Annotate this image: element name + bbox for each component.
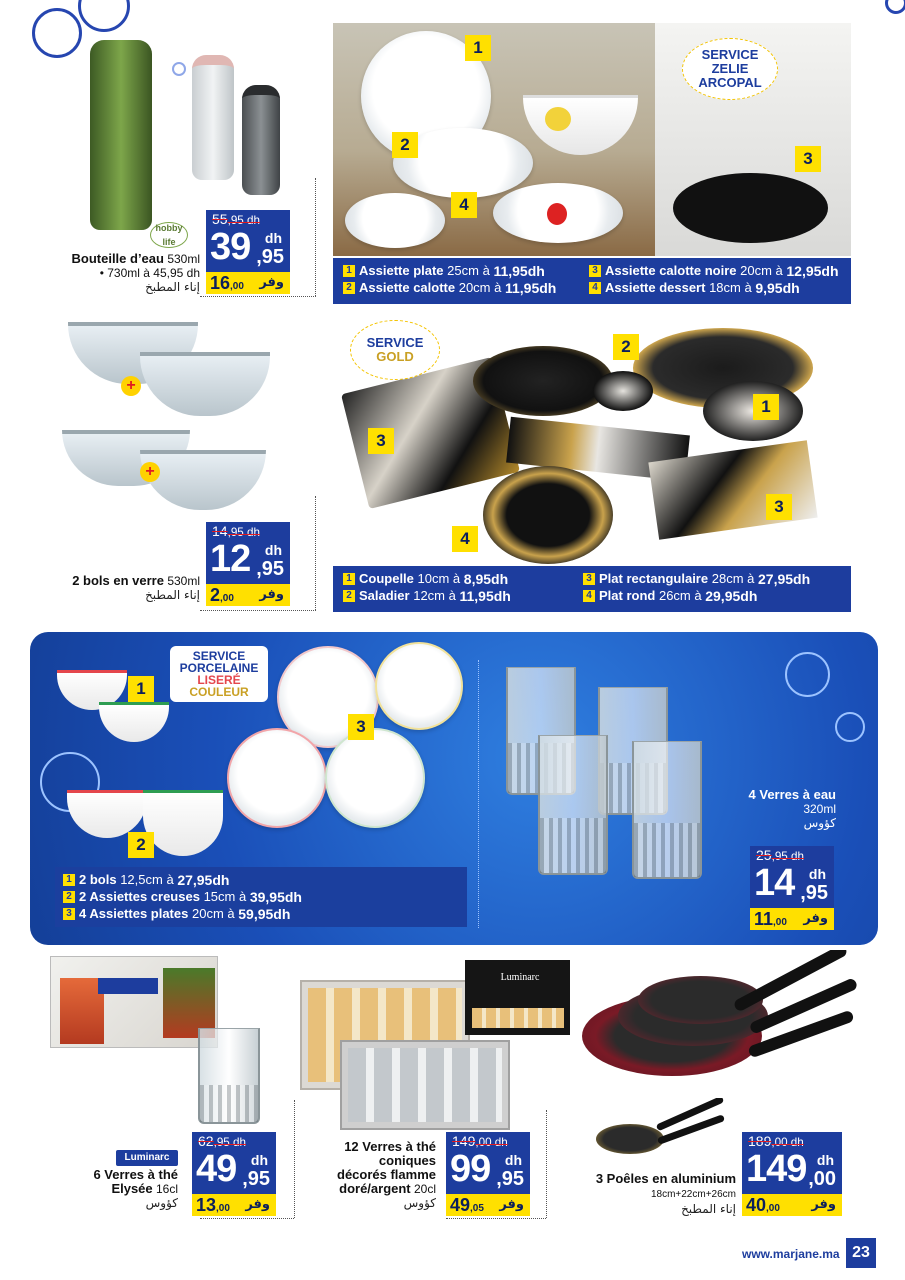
elysee-title-1: 6 Verres à thé [93,1167,178,1182]
badge-3: 3 [795,146,821,172]
caption-item: 4 Plat rond 26cm à 29,95dh [583,587,810,604]
service-zelie-caption [333,258,851,304]
savings: 40,00 وفر [742,1194,842,1216]
caption-item: 1 Assiette plate 25cm à 11,95dh [343,262,556,279]
badge-3: 3 [348,714,374,740]
bottle-name [40,252,200,294]
pans-small-photo [596,1098,731,1158]
bottle-size: 530ml [167,252,200,266]
savings-label: وفر [259,587,284,602]
price-currency: dh [250,1152,268,1168]
bottle-variant: • 730ml à 45,95 dh [99,266,200,280]
glasses-arabic: كؤوس [803,816,836,830]
caption-item: 3 Assiette calotte noire 20cm à 12,95dh [589,262,839,279]
badge-2: 2 [392,132,418,158]
price-currency: dh [816,1152,834,1168]
price-integer: 39 [210,226,251,268]
divider [446,1218,546,1219]
savings-label: وفر [259,275,284,290]
savings-label: وفر [245,1197,270,1212]
caption-item: 2 Saladier 12cm à 11,95dh [343,587,511,604]
current-price [192,1150,276,1194]
divider [546,1110,547,1218]
caption-item: 4 Assiette dessert 18cm à 9,95dh [589,279,839,296]
tea-size: 20cl [413,1182,436,1196]
badge-2: 2 [128,832,154,858]
service-gold-stamp: SERVICE GOLD [350,320,440,380]
tea-title-3: décorés flamme [337,1167,436,1182]
caption-item: 2 Assiette calotte 20cm à 11,95dh [343,279,556,296]
old-price: 25,95 dh [750,846,834,864]
hobby-life-badge: hobby life [150,222,188,248]
pans-photo [578,950,868,1090]
savings: 16,00 وفر [206,272,290,294]
badge-4: 4 [452,526,478,552]
divider [200,610,316,611]
tea-glasses-photo [300,960,575,1130]
elysee-title-2: Elysée [111,1181,153,1196]
price-currency: dh [264,230,282,246]
badge-1: 1 [753,394,779,420]
plus-icon: + [140,462,160,482]
divider [315,178,316,296]
elysee-photo [48,956,268,1126]
old-price: 62,95 dh [192,1132,276,1150]
caption-item: 1 2 bols 12,5cm à 27,95dh [63,871,302,888]
current-price [750,864,834,908]
price-integer: 149 [746,1148,807,1190]
luminarc-box-logo: Luminarc [500,972,540,983]
divider [200,296,316,297]
current-price [206,540,290,584]
price-decimals: ,95 [256,246,284,268]
service-porcelaine-stamp: SERVICE PORCELAINE LISERÉ COULEUR [170,646,268,702]
price-currency: dh [504,1152,522,1168]
caption-item: 2 2 Assiettes creuses 15cm à 39,95dh [63,888,302,905]
service-gold-caption [333,566,851,612]
price-decimals: ,00 [808,1168,836,1190]
badge-3: 3 [766,494,792,520]
caption-item: 3 4 Assiettes plates 20cm à 59,95dh [63,905,302,922]
badge-3: 3 [368,428,394,454]
bowls-arabic: إناء المطبخ [145,588,200,602]
divider [315,496,316,610]
price-decimals: ,95 [256,558,284,580]
price-decimals: ,95 [800,882,828,904]
water-glasses-photo [500,665,715,885]
badge-4: 4 [451,192,477,218]
pans-name [580,1172,736,1216]
badge-1: 1 [128,676,154,702]
price-integer: 49 [196,1148,237,1190]
price-currency: dh [808,866,826,882]
price-currency: dh [264,542,282,558]
old-price: 55,95 dh [206,210,290,228]
savings-label: وفر [499,1197,524,1212]
bottle-arabic: إناء المطبخ [145,280,200,294]
bowls-size: 530ml [167,574,200,588]
elysee-name [38,1168,178,1210]
savings: 49,05 وفر [446,1194,530,1216]
old-price: 149,00 dh [446,1132,530,1150]
price-integer: 99 [450,1148,491,1190]
bottle-photo [60,30,310,230]
current-price [206,228,290,272]
savings-label: وفر [803,911,828,926]
decor-bubble [78,0,130,32]
bowls-name [40,574,200,602]
divider [200,1218,294,1219]
decor-bubble [885,0,905,14]
page-number: 23 [846,1238,876,1268]
pans-title: 3 Poêles en aluminium [595,1171,736,1186]
savings-label: وفر [811,1197,836,1212]
tea-title-1: 12 Verres à thé [344,1139,436,1154]
divider [294,1100,295,1218]
price-integer: 12 [210,538,251,580]
tea-name [298,1140,436,1210]
current-price [742,1150,842,1194]
price-decimals: ,95 [242,1168,270,1190]
elysee-arabic: كؤوس [145,1196,178,1210]
glasses-size: 320ml [803,802,836,816]
luminarc-logo: Luminarc [116,1150,178,1166]
plus-icon: + [121,376,141,396]
service-zelie-stamp: SERVICE ZELIE ARCOPAL [682,38,778,100]
price-integer: 14 [754,862,795,904]
badge-1: 1 [465,35,491,61]
service-porcelaine-caption [55,867,467,927]
bowls-title: 2 bols en verre [72,573,164,588]
old-price: 189,00 dh [742,1132,842,1150]
tea-title-2: coniques [378,1153,436,1168]
glasses-title: 4 Verres à eau [748,787,836,802]
pans-sizes: 18cm+22cm+26cm [650,1189,736,1200]
tea-arabic: كؤوس [403,1196,436,1210]
savings: 13,00 وفر [192,1194,276,1216]
tea-title-4: doré/argent [339,1181,411,1196]
savings: 11,00 وفر [750,908,834,930]
caption-item: 3 Plat rectangulaire 28cm à 27,95dh [583,570,810,587]
savings: 2,00 وفر [206,584,290,606]
glasses-name [700,788,836,830]
old-price: 14,95 dh [206,522,290,540]
website-link[interactable]: www.marjane.ma [742,1247,840,1261]
glass-bowls-photo [60,318,270,513]
price-decimals: ,95 [496,1168,524,1190]
elysee-size: 16cl [155,1182,178,1196]
bottle-title: Bouteille d’eau [71,251,164,266]
badge-2: 2 [613,334,639,360]
pans-arabic: إناء المطبخ [681,1202,736,1216]
current-price [446,1150,530,1194]
caption-item: 1 Coupelle 10cm à 8,95dh [343,570,511,587]
